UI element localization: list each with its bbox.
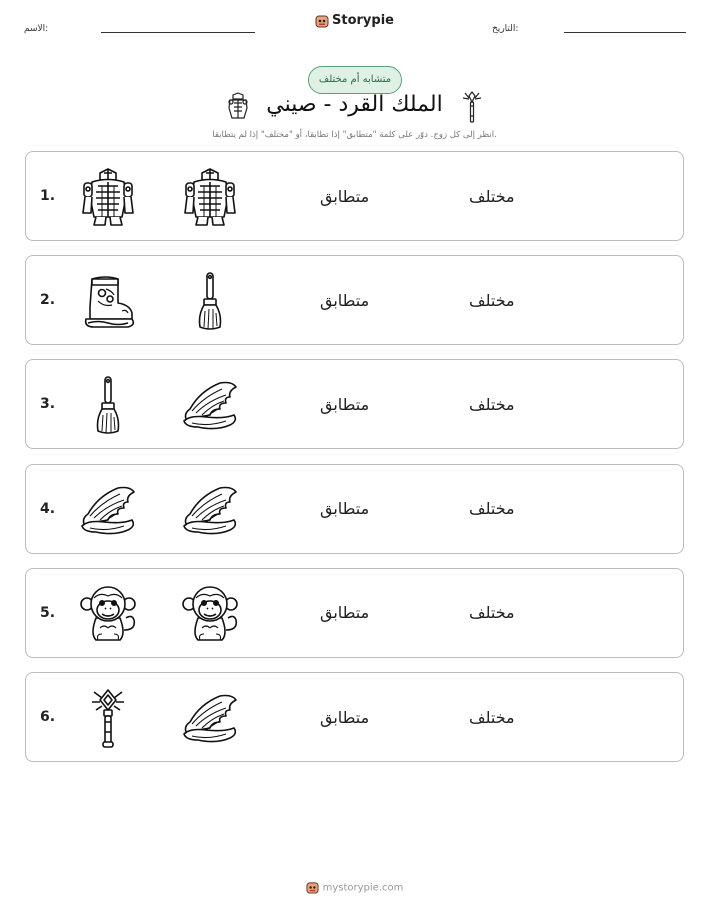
date-line[interactable] — [564, 32, 686, 33]
armor-icon — [180, 167, 240, 227]
monkey-icon — [180, 584, 240, 644]
row-number: 1. — [40, 188, 56, 204]
exercise-row — [25, 464, 684, 554]
name-label: الاسم: — [24, 24, 49, 34]
exercise-row — [25, 568, 684, 658]
row-number: 3. — [40, 396, 56, 413]
cloud-icon — [180, 480, 240, 540]
option-same[interactable]: متطابق — [320, 707, 370, 727]
staff-title-icon — [461, 90, 483, 124]
storypie-logo-icon — [315, 14, 329, 28]
exercise-row — [25, 255, 684, 345]
boot-icon — [78, 271, 138, 331]
option-same[interactable]: متطابق — [320, 394, 370, 414]
option-same[interactable]: متطابق — [320, 290, 370, 310]
storypie-logo-icon — [306, 881, 319, 894]
brush-icon — [180, 271, 240, 331]
row-number: 4. — [40, 500, 56, 517]
option-different[interactable]: مختلف — [469, 603, 515, 623]
date-label: التاريخ: — [492, 24, 519, 34]
name-line[interactable] — [101, 32, 255, 33]
exercise-row — [25, 151, 684, 241]
exercise-row — [25, 359, 684, 449]
option-different[interactable]: مختلف — [469, 707, 515, 727]
cloud-icon — [180, 375, 240, 435]
footer-url[interactable]: mystorypie.com — [322, 882, 404, 894]
brand-logo — [0, 13, 709, 28]
option-different[interactable]: مختلف — [469, 186, 515, 206]
option-same[interactable]: متطابق — [320, 499, 370, 519]
cloud-icon — [180, 688, 240, 748]
footer — [0, 881, 709, 894]
option-different[interactable]: مختلف — [469, 499, 515, 519]
row-number: 2. — [40, 292, 56, 309]
monkey-icon — [78, 584, 138, 644]
option-different[interactable]: مختلف — [469, 394, 515, 414]
option-same[interactable]: متطابق — [320, 603, 370, 623]
option-different[interactable]: مختلف — [469, 290, 515, 310]
row-number: 5. — [40, 604, 56, 621]
brand-name: Storypie — [332, 13, 394, 28]
cloud-icon — [78, 480, 138, 540]
armor-icon — [78, 167, 138, 227]
exercise-row — [25, 672, 684, 762]
instructions-text: انظر إلى كل زوج. دوّر على كلمة "متطابق" إذا تطابقا، أو "مختلف" إذا لم يتطابقا. — [212, 130, 497, 140]
option-same[interactable]: متطابق — [320, 186, 370, 206]
page-title: الملك القرد - صيني — [266, 92, 443, 117]
staff-icon — [78, 688, 138, 748]
brush-icon — [78, 375, 138, 435]
row-number: 6. — [40, 709, 56, 725]
worksheet-type-badge: متشابه أم مختلف — [308, 66, 402, 94]
